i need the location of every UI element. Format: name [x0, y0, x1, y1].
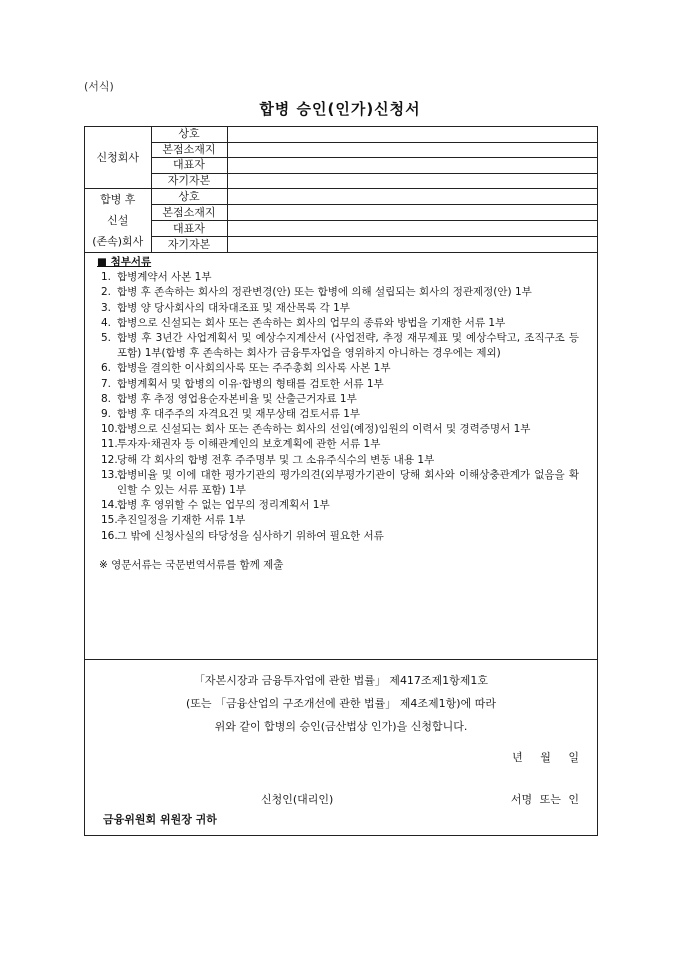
attachment-item-text: 합병계획서 및 합병의 이유·합병의 형태를 검토한 서류 1부 — [117, 377, 384, 390]
translation-note: ※ 영문서류는 국문번역서류를 함께 제출 — [99, 558, 284, 571]
attachment-item — [99, 392, 579, 407]
post-merger-label-line: (존속)회사 — [92, 235, 144, 248]
attachment-item — [99, 301, 579, 316]
attachment-item-number: 2. — [101, 286, 112, 299]
form-code: (서식) — [84, 80, 114, 93]
post-merger-label-line: 합병 후 — [100, 193, 136, 206]
attachment-item-text: 합병으로 신설되는 회사 또는 존속하는 회사의 업무의 종류와 방법을 기재한 서류 1부 — [117, 316, 506, 329]
statement-line: 「자본시장과 금융투자업에 관한 법률」 제417조제1항제1호 — [193, 674, 489, 687]
attachment-item-text: 그 밖에 신청사실의 타당성을 심사하기 위하여 필요한 서류 — [117, 529, 384, 542]
attachment-item — [99, 498, 579, 513]
application-form — [84, 126, 598, 836]
attachment-item-text: 합병비율 및 이에 대한 평가기관의 평가의견(외부평가기관이 당해 회사와 이해상충관계가 없음을 확인할 수 있는 서류 포함) 1부 — [117, 468, 579, 497]
attachment-item-text: 합병 후 추정 영업용순자본비율 및 산출근거자료 1부 — [117, 392, 357, 405]
attachment-item-number: 11. — [101, 438, 118, 451]
attachment-item-text: 합병 양 당사회사의 대차대조표 및 재산목록 각 1부 — [117, 301, 350, 314]
attachment-item — [99, 513, 579, 528]
attachment-item — [99, 331, 579, 361]
post-merger-trade-name-value[interactable] — [227, 189, 597, 205]
attachment-item-number: 5. — [101, 332, 112, 345]
attachment-item — [99, 407, 579, 422]
field-label-equity-capital: 자기자본 — [151, 237, 227, 253]
attachment-item — [99, 529, 579, 544]
attachment-item — [99, 422, 579, 437]
attachment-item-number: 1. — [101, 271, 112, 284]
post-merger-representative-value[interactable] — [227, 221, 597, 237]
attachment-item — [99, 468, 579, 498]
applicant-company-label: 신청회사 — [85, 127, 151, 189]
post-merger-label-line: 신설 — [107, 214, 129, 227]
attachment-item-text: 추진일정을 기재한 서류 1부 — [117, 514, 246, 527]
attachments-list — [99, 270, 597, 544]
application-statement — [85, 669, 597, 738]
attachment-item-text: 투자자·채권자 등 이해관계인의 보호계획에 관한 서류 1부 — [117, 438, 381, 451]
field-label-representative: 대표자 — [151, 221, 227, 237]
attachment-item-text: 합병 후 3년간 사업계획서 및 예상수지계산서 (사업전략, 추정 재무제표 및 예상수탁고, 조직구조 등 포함) 1부(합병 후 존속하는 회사가 금융투자업을 영위하지 아니하는 경우에는 제외) — [117, 332, 579, 360]
field-label-trade-name: 상호 — [151, 127, 227, 142]
attachment-item-text: 당해 각 회사의 합병 전후 주주명부 및 그 소유주식수의 변동 내용 1부 — [117, 453, 435, 466]
attachment-item-text: 합병으로 신설되는 회사 또는 존속하는 회사의 선임(예정)임원의 이력서 및 경력증명서 1부 — [117, 423, 531, 436]
applicant-label: 신청인(대리인) — [261, 793, 334, 806]
statement-line: (또는 「금융산업의 구조개선에 관한 법률」 제4조제1항)에 따라 — [186, 697, 496, 710]
field-label-equity-capital: 자기자본 — [151, 173, 227, 189]
attachment-item-number: 14. — [101, 499, 118, 512]
post-merger-company-label — [85, 189, 151, 253]
statement-line: 위와 같이 합병의 승인(금산법상 인가)을 신청합니다. — [214, 720, 468, 733]
section-divider — [85, 659, 597, 660]
attachment-item-number: 10. — [101, 423, 118, 436]
applicant-equity-capital-value[interactable] — [227, 173, 597, 189]
attachment-item — [99, 285, 579, 300]
attachment-item — [99, 437, 579, 452]
attachment-item-number: 9. — [101, 408, 112, 421]
post-merger-head-office-value[interactable] — [227, 205, 597, 221]
date-line: 년 월 일 — [512, 751, 579, 764]
field-label-trade-name: 상호 — [151, 189, 227, 205]
attachment-item-text: 합병 후 존속하는 회사의 정관변경(안) 또는 합병에 의해 설립되는 회사의 정관제정(안) 1부 — [117, 286, 532, 299]
attachments-heading: ■ 첨부서류 — [97, 256, 152, 268]
signature-label: 서명 또는 인 — [510, 793, 579, 806]
attachment-item — [99, 377, 579, 392]
attachment-item-number: 4. — [101, 316, 112, 329]
company-info-table — [85, 127, 597, 253]
attachment-item-number: 15. — [101, 514, 118, 527]
addressee: 금융위원회 위원장 귀하 — [103, 813, 217, 826]
applicant-head-office-value[interactable] — [227, 142, 597, 158]
attachment-item-text: 합병계약서 사본 1부 — [117, 271, 212, 284]
attachment-item — [99, 270, 579, 285]
attachment-item — [99, 316, 579, 331]
field-label-representative: 대표자 — [151, 158, 227, 174]
attachment-item-text: 합병을 결의한 이사회의사록 또는 주주총회 의사록 사본 1부 — [117, 362, 391, 375]
attachment-item-number: 16. — [101, 529, 118, 542]
field-label-head-office: 본점소재지 — [151, 142, 227, 158]
attachment-item-text: 합병 후 대주주의 자격요건 및 재무상태 검토서류 1부 — [117, 408, 361, 421]
applicant-trade-name-value[interactable] — [227, 127, 597, 142]
attachment-item-text: 합병 후 영위할 수 없는 업무의 정리계획서 1부 — [117, 499, 330, 512]
field-label-head-office: 본점소재지 — [151, 205, 227, 221]
attachment-item — [99, 453, 579, 468]
applicant-representative-value[interactable] — [227, 158, 597, 174]
attachments-section — [85, 253, 597, 573]
post-merger-equity-capital-value[interactable] — [227, 237, 597, 253]
attachment-item-number: 7. — [101, 377, 112, 390]
attachment-item-number: 3. — [101, 301, 112, 314]
attachment-item-number: 6. — [101, 362, 112, 375]
page-title: 합병 승인(인가)신청서 — [259, 100, 421, 118]
attachment-item-number: 12. — [101, 453, 118, 466]
attachment-item-number: 13. — [101, 468, 118, 481]
attachment-item — [99, 361, 579, 376]
attachment-item-number: 8. — [101, 392, 112, 405]
